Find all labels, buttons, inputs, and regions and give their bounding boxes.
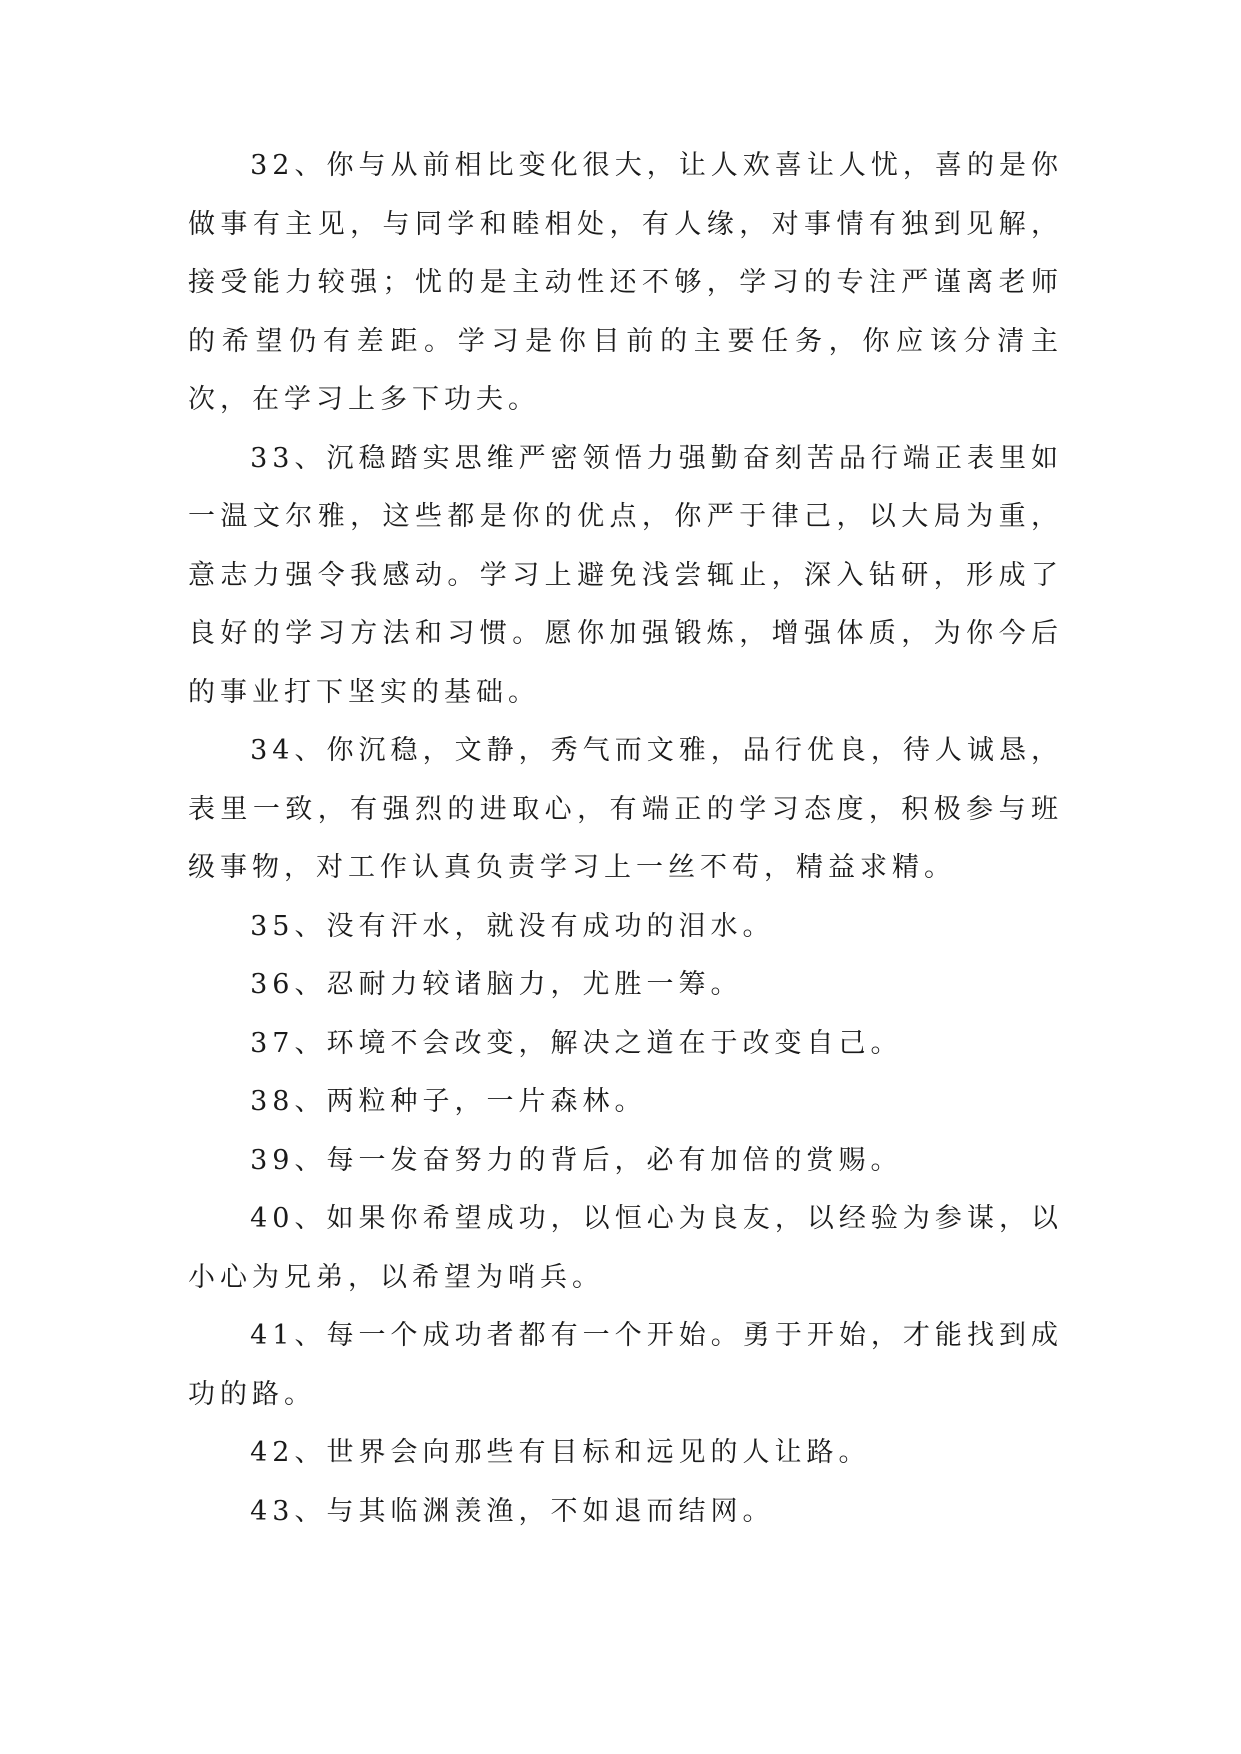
paragraph-40: 40、如果你希望成功，以恒心为良友，以经验为参谋，以小心为兄弟，以希望为哨兵。 <box>188 1203 1063 1293</box>
paragraph-36: 36、忍耐力较诸脑力，尤胜一筹。 <box>250 969 743 1000</box>
paragraph-37: 37、环境不会改变，解决之道在于改变自己。 <box>250 1027 903 1059</box>
paragraph-43: 43、与其临渊羡渔，不如退而结网。 <box>250 1495 775 1527</box>
paragraph-35: 35、没有汗水，就没有成功的泪水。 <box>250 910 775 942</box>
paragraph-33: 33、沉稳踏实思维严密领悟力强勤奋刻苦品行端正表里如一温文尔雅，这些都是你的优点，你严于律己，以大局为重，意志力强令我感动。学习上避免浅尝辄止，深入钻研，形成了良好的学习方法和习惯。愿你加强锻炼，增强体质，为你今后的事业打下坚实的基础。 <box>188 442 1063 708</box>
paragraph-34: 34、你沉稳，文静，秀气而文雅，品行优良，待人诚恳，表里一致，有强烈的进取心，有端正的学习态度，积极参与班级事物，对工作认真负责学习上一丝不苟，精益求精。 <box>188 735 1063 883</box>
paragraph-38: 38、两粒种子，一片森林。 <box>250 1086 647 1117</box>
paragraph-32: 32、你与从前相比变化很大，让人欢喜让人忧，喜的是你做事有主见，与同学和睦相处，有人缘，对事情有独到见解，接受能力较强；忧的是主动性还不够，学习的专注严谨离老师的希望仍有差距。学习是你目前的主要任务，你应该分清主次，在学习上多下功夫。 <box>188 150 1063 415</box>
paragraph-41: 41、每一个成功者都有一个开始。勇于开始，才能找到成功的路。 <box>188 1320 1063 1410</box>
paragraph-42: 42、世界会向那些有目标和远见的人让路。 <box>250 1437 871 1468</box>
paragraph-39: 39、每一发奋努力的背后，必有加倍的赏赐。 <box>250 1144 903 1176</box>
